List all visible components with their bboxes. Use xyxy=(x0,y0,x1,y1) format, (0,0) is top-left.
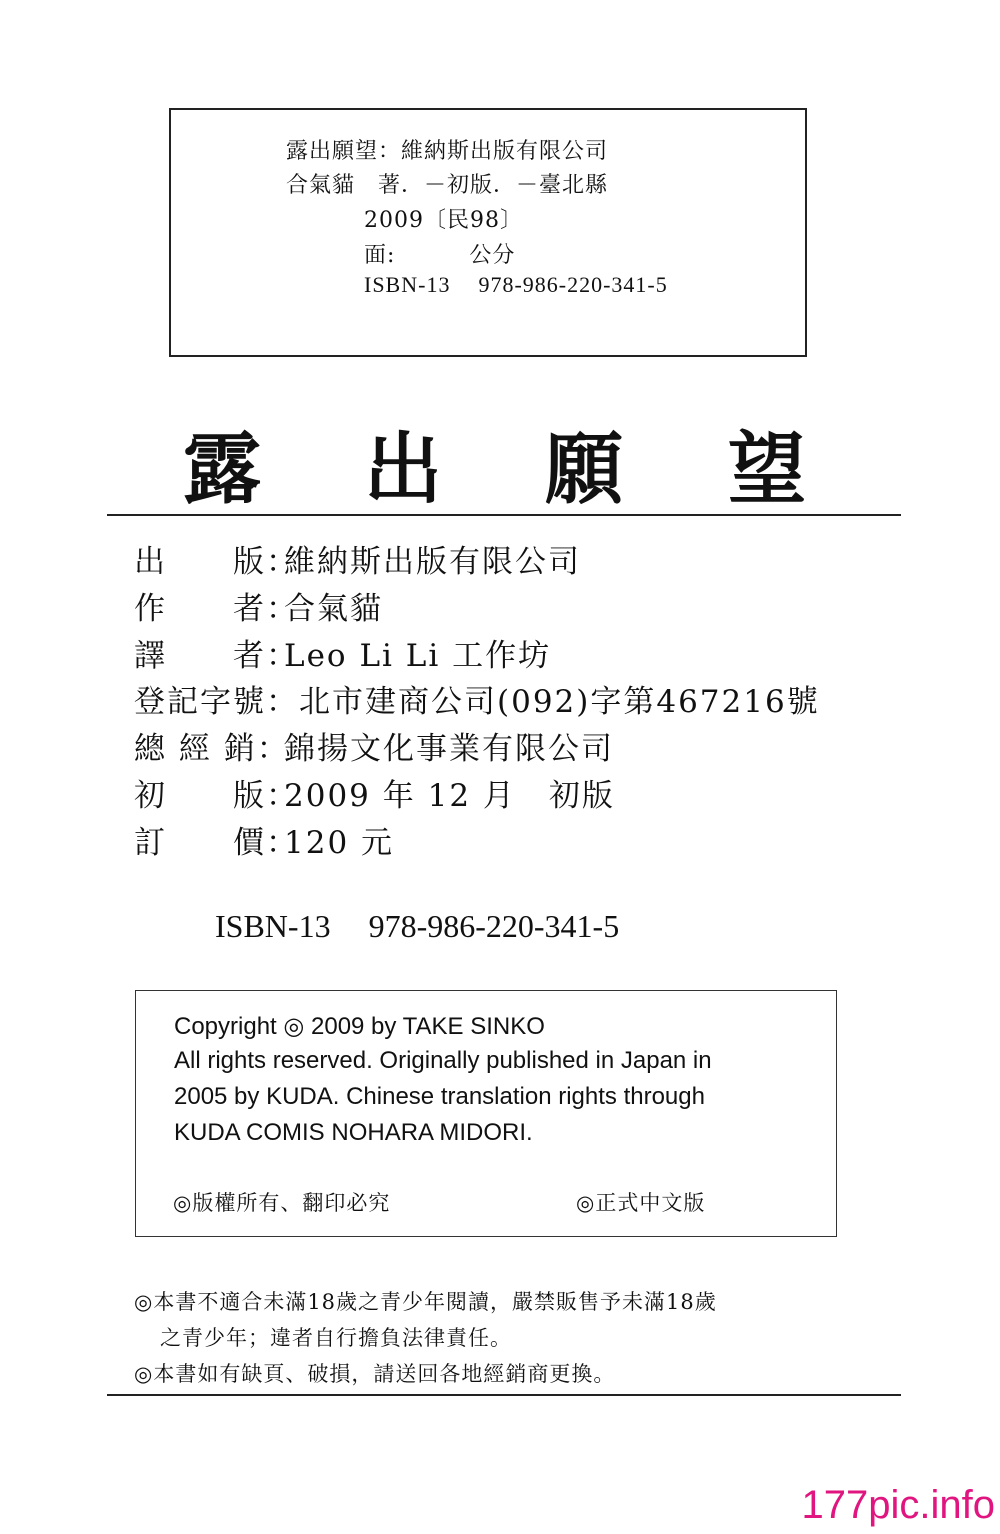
isbn-label: ISBN-13 xyxy=(215,908,331,944)
cip-box xyxy=(169,108,807,357)
bottom-divider xyxy=(107,1394,901,1396)
title-char-1: 露 xyxy=(183,424,262,515)
cip-size-label: 面: xyxy=(364,243,396,268)
copyright-line-2: All rights reserved. Originally published in Japan in xyxy=(174,1047,712,1074)
info-author-label: 作 者： xyxy=(134,591,299,627)
info-price xyxy=(134,817,394,862)
info-publisher-label: 出 版： xyxy=(134,544,299,580)
title-char-2: 出 xyxy=(364,424,443,515)
info-translator xyxy=(134,630,551,675)
age-restriction-notice-cont: 之青少年；違者自行擔負法律責任。 xyxy=(160,1326,512,1350)
copyright-line-1: Copyright ◎ 2009 by TAKE SINKO xyxy=(174,1013,545,1040)
copyright-line-3: 2005 by KUDA. Chinese translation rights through xyxy=(174,1083,705,1110)
cip-size-line xyxy=(364,238,515,269)
title-char-4: 望 xyxy=(728,424,807,515)
title-char-3: 願 xyxy=(545,424,624,515)
info-distributor-value: 錦揚文化事業有限公司 xyxy=(284,731,614,767)
info-edition xyxy=(134,770,615,815)
age-restriction-notice: ◎本書不適合未滿18歲之青少年閱讀，嚴禁販售予未滿18歲 xyxy=(134,1290,717,1314)
info-distributor xyxy=(134,723,614,768)
cip-isbn-label: ISBN-13 xyxy=(364,272,451,297)
title-divider xyxy=(107,514,901,516)
info-translator-label: 譯 者： xyxy=(134,638,299,674)
cip-year-line: 2009〔民98〕 xyxy=(364,208,523,233)
isbn-value: 978-986-220-341-5 xyxy=(368,908,620,944)
info-publisher-value: 維納斯出版有限公司 xyxy=(284,544,581,580)
info-distributor-label: 總 經 銷： xyxy=(134,731,290,767)
cip-size-value: 公分 xyxy=(469,243,516,268)
cip-isbn-value: 978-986-220-341-5 xyxy=(478,272,668,297)
info-publisher xyxy=(134,536,581,581)
info-registration-label: 登記字號： xyxy=(134,684,299,720)
watermark: 177pic.info xyxy=(801,1483,995,1527)
isbn-line xyxy=(215,908,619,945)
info-edition-label: 初 版： xyxy=(134,778,299,814)
cip-isbn-line xyxy=(364,272,668,298)
official-edition-note: ◎正式中文版 xyxy=(576,1191,706,1215)
cip-title-line: 露出願望：維納斯出版有限公司 xyxy=(286,139,609,164)
info-price-value: 120 元 xyxy=(284,825,395,861)
rights-reserved-note: ◎版權所有、翻印必究 xyxy=(173,1191,391,1215)
copyright-line-4: KUDA COMIS NOHARA MIDORI. xyxy=(174,1119,533,1146)
cip-author-line: 合氣貓 著．－初版．－臺北縣 xyxy=(286,173,609,198)
info-edition-value: 2009 年 12 月 初版 xyxy=(284,778,615,814)
damage-exchange-notice: ◎本書如有缺頁、破損，請送回各地經銷商更換。 xyxy=(134,1362,616,1386)
info-translator-value: Leo Li Li 工作坊 xyxy=(284,638,552,674)
info-registration xyxy=(134,676,820,721)
info-author xyxy=(134,583,383,628)
info-registration-value: 北市建商公司(092)字第467216號 xyxy=(299,684,820,720)
info-author-value: 合氣貓 xyxy=(284,591,383,627)
info-price-label: 訂 價： xyxy=(134,825,299,861)
copyright-box xyxy=(135,990,837,1237)
